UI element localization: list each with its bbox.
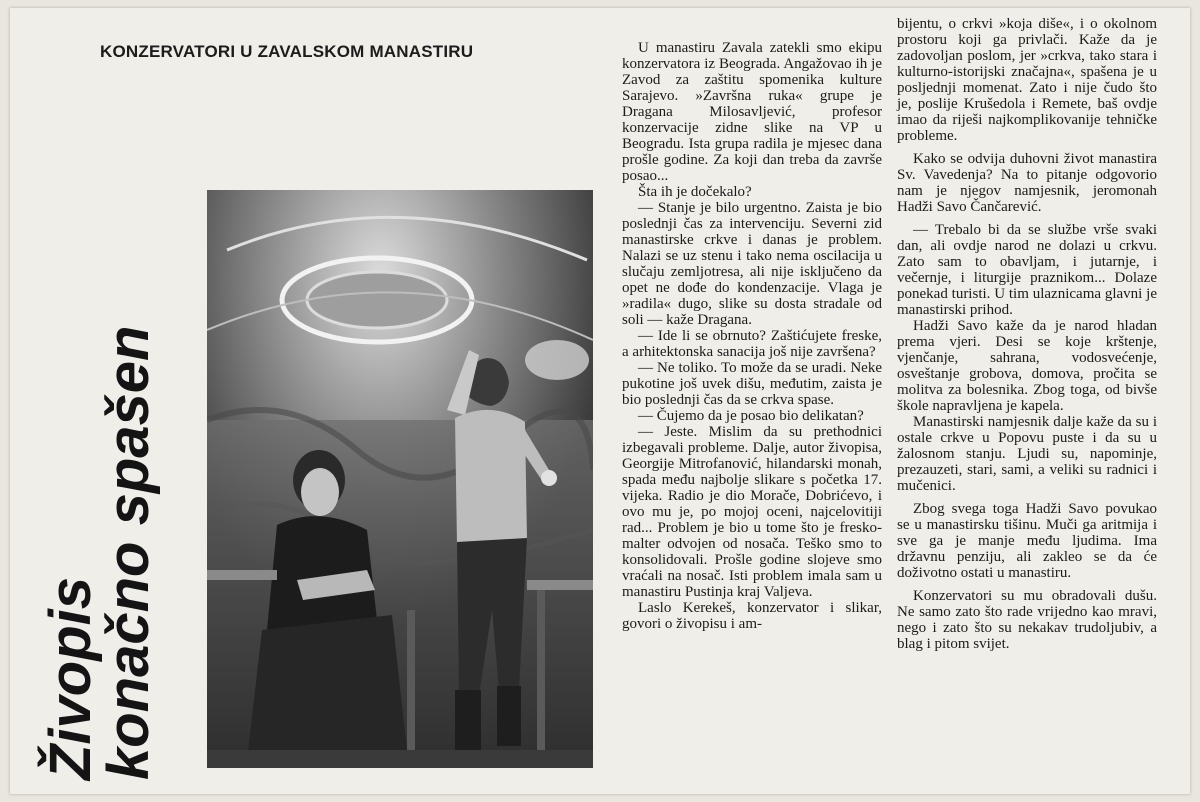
paragraph: U manastiru Zavala zatekli smo ekipu konzervatora iz Beograda. Angažovao ih je Zavod za zaštitu spomenika kulture Sarajevo. »Završna ruka« grupe je Dragana Milosavljević, profesor konzervacije zidne slike na VP u Beogradu. Ista grupa radila je mjesec dana prošle godine. Za koji dan treba da završe posao... [622, 40, 882, 184]
paragraph: Šta ih je dočekalo? [638, 184, 752, 200]
photo-two-conservators-fresco-icon [207, 190, 593, 768]
paragraph: — Ide li se obrnuto? Zaštićujete freske, a arhitektonska sanacija još nije završena? [622, 328, 882, 360]
paragraph: — Stanje je bilo urgentno. Zaista je bio poslednji čas za intervenciju. Severni zid manastirske crkve i danas je problem. Nalazi se uz stenu i tako nema oscilacija u slučaju zemljotresa, ali nije isključeno da opet ne dođe do kondenzacije. Vlaga je »radila« dugo, slike su dosta stradale od soli — kaže Dragana. [622, 200, 882, 328]
paragraph: Manastirski namjesnik dalje kaže da su i ostale crkve u Popovu puste i da su u žalosnom stanju. Ljudi su, napominje, prezauzeti, stari, sami, a veliki su radnici i mučenici. [897, 414, 1157, 494]
article-kicker: KONZERVATORI U ZAVALSKOM MANASTIRU [100, 42, 474, 61]
article-column-1 [622, 40, 882, 632]
newspaper-page [10, 8, 1190, 794]
paragraph: Laslo Kerekeš, konzervator i slikar, govori o živopisu i am- [622, 600, 882, 632]
paragraph: Konzervatori su mu obradovali dušu. Ne samo zato što rade vrijedno kao mravi, nego i zato što su nekakav trudoljubiv, a blag i pitom svijet. [897, 588, 1157, 652]
paragraph: — Ne toliko. To može da se uradi. Neke pukotine još uvek dišu, međutim, zaista je bio poslednji čas da se crkva spase. [622, 360, 882, 408]
paragraph: Hadži Savo kaže da je narod hladan prema vjeri. Desi se koje krštenje, vjenčanje, sahrana, vodosvećenje, osveštanje grobova, domova, pročita se molitva za bolesnika. Zbog toga, od bivše škole napravljena je kapela. [897, 318, 1157, 414]
article-headline [38, 220, 161, 780]
paragraph: — Jeste. Mislim da su prethodnici izbegavali probleme. Dalje, autor živopisa, Georgije Mitrofanović, hilandarski monah, spada među najbolje slikare s početka 17. vijeka. Radio je dio Morače, Dobrićevo, i ovo mu je, po mojoj oceni, najcelovitiji rad... Problem je bio u tome što je fresko-malter odvojen od nosača. Teško smo to konsolidovali. Prošle godine slojeve smo vraćali na nosač. Isti problem imala sam u manastiru Pustinja kraj Valjeva. [622, 424, 882, 600]
paragraph: bijentu, o crkvi »koja diše«, i o okolnom prostoru koji ga privlači. Kaže da je zadovoljan poslom, jer »crkva, tako stara i kulturno-istorijski značajna«, spašena je u posljednji momenat. Zato i nije čudo što je, poslije Krušedola i Remete, baš ovdje imao da riješi najkomplikovanije tehničke probleme. [897, 16, 1157, 144]
headline-line-1: Živopis [38, 576, 103, 780]
paragraph: Zbog svega toga Hadži Savo povukao se u manastirsku tišinu. Muči ga aritmija i sve ga je manje među ljudima. Ima državnu penziju, ali zakleo se da će doživotno ostati u manastiru. [897, 501, 1157, 581]
article-column-2 [897, 16, 1157, 652]
paragraph: — Čujemo da je posao bio delikatan? [638, 408, 864, 424]
article-photo [207, 190, 593, 768]
headline-line-2: konačno spašen [96, 325, 161, 780]
paragraph: Kako se odvija duhovni život manastira Sv. Vavedenja? Na to pitanje odgovorio nam je njegov namjesnik, jeromonah Hadži Savo Čančarević. [897, 151, 1157, 215]
paragraph: — Trebalo bi da se službe vrše svaki dan, ali ovdje narod ne dolazi u crkvu. Zato sam to obavljam, i jutarnje, i večernje, i liturgije praznikom... Dolaze ponekad turisti. U tim ulaznicama glavni je manastirski prihod. [897, 222, 1157, 318]
